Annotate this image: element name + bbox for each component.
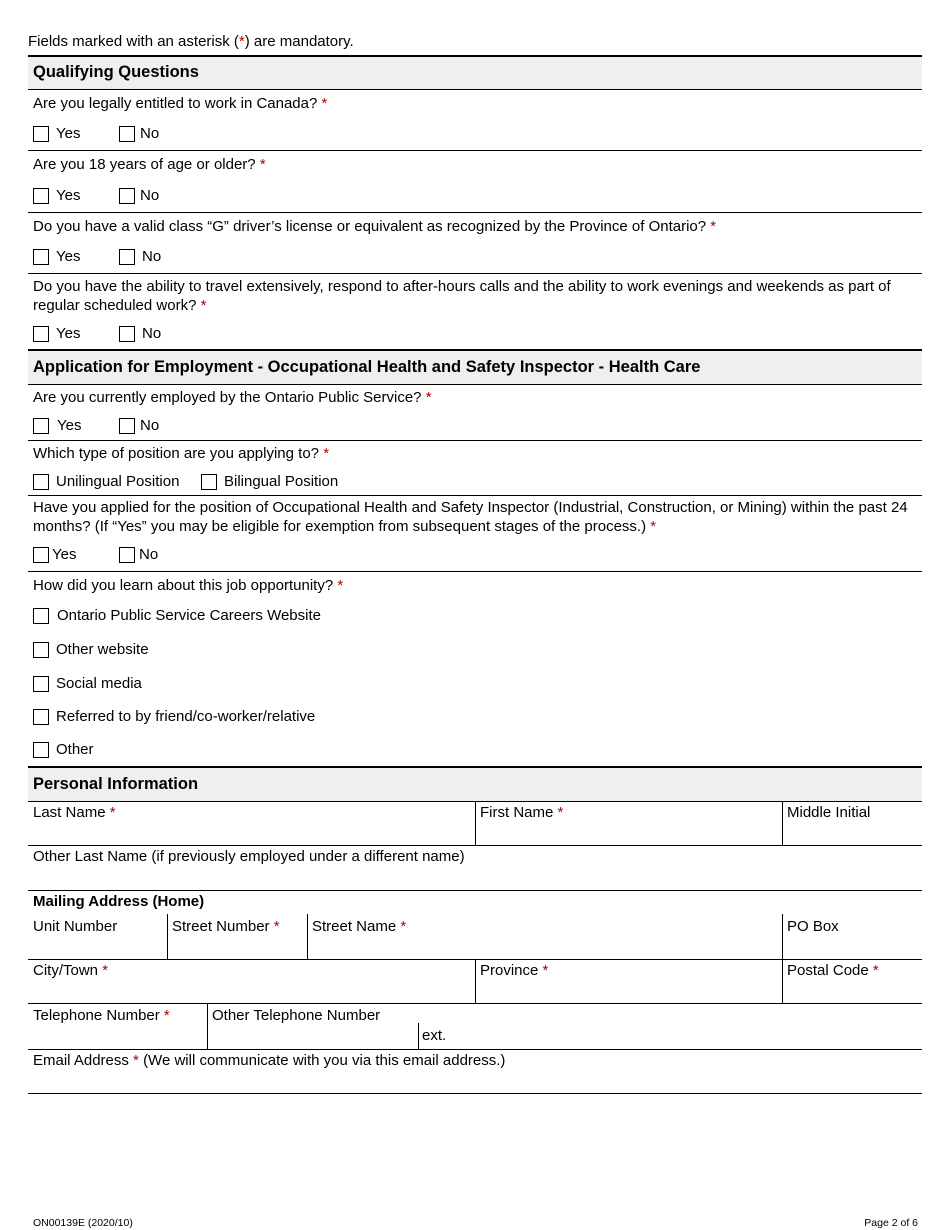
mailing-address-heading: Mailing Address (Home) [33, 893, 205, 910]
checkbox-bilingual[interactable] [201, 474, 217, 490]
checkbox-source-referral[interactable] [33, 709, 49, 725]
divider [28, 349, 922, 351]
section-title-qualifying: Qualifying Questions [33, 63, 199, 81]
checkbox-q3-yes[interactable] [33, 249, 49, 265]
other-last-name-label: Other Last Name (if previously employed under a different name) [33, 848, 465, 865]
option-label: Other website [56, 641, 149, 658]
question-position-type: Which type of position are you applying to? * [33, 445, 330, 462]
divider [782, 959, 783, 1004]
option-label: Bilingual Position [224, 473, 339, 490]
checkbox-source-other-website[interactable] [33, 642, 49, 658]
divider [782, 914, 783, 960]
question-ops-employee: Are you currently employed by the Ontario Public Service? * [33, 389, 432, 406]
mandatory-note: Fields marked with an asterisk (*) are mandatory. [28, 33, 354, 50]
divider [28, 766, 922, 768]
checkbox-q2-yes[interactable] [33, 188, 49, 204]
checkbox-q1-no[interactable] [119, 126, 135, 142]
checkbox-q4-no[interactable] [119, 326, 135, 342]
divider [418, 1023, 419, 1049]
divider [207, 1003, 208, 1049]
option-label: No [142, 248, 162, 265]
middle-initial-label: Middle Initial [787, 804, 871, 821]
last-name-label: Last Name * [33, 804, 116, 821]
option-label: No [142, 325, 162, 342]
divider [475, 801, 476, 846]
question-previous-application: Have you applied for the position of Occupational Health and Safety Inspector (Industrial, Construction, or Mining) within the past 24 months? (If “Yes” you may be eligible for exemption from subsequent stages of the process.) * [33, 499, 908, 535]
checkbox-q3-no[interactable] [119, 249, 135, 265]
city-label: City/Town * [33, 962, 109, 979]
question-age: Are you 18 years of age or older? * [33, 156, 266, 173]
divider [28, 55, 922, 57]
checkbox-unilingual[interactable] [33, 474, 49, 490]
street-number-label: Street Number * [172, 918, 280, 935]
divider [28, 495, 922, 496]
divider [307, 914, 308, 960]
option-label: Yes [56, 125, 81, 142]
divider [28, 571, 922, 572]
checkbox-q5-yes[interactable] [33, 418, 49, 434]
unit-number-label: Unit Number [33, 918, 118, 935]
other-telephone-label: Other Telephone Number [212, 1007, 381, 1024]
checkbox-source-social-media[interactable] [33, 676, 49, 692]
checkbox-q5-no[interactable] [119, 418, 135, 434]
ext-label: ext. [422, 1027, 447, 1044]
option-label: Ontario Public Service Careers Website [57, 607, 321, 624]
postal-code-label: Postal Code * [787, 962, 879, 979]
option-label: Yes [56, 248, 81, 265]
option-label: Social media [56, 675, 142, 692]
question-job-source: How did you learn about this job opportunity? * [33, 577, 344, 594]
checkbox-source-other[interactable] [33, 742, 49, 758]
question-travel-availability: Do you have the ability to travel extensively, respond to after-hours calls and the ability to work evenings and weekends as part of regular scheduled work? * [33, 278, 891, 314]
section-title-application: Application for Employment - Occupational Health and Safety Inspector - Health Care [33, 358, 701, 376]
option-label: Yes [56, 187, 81, 204]
divider [167, 914, 168, 960]
checkbox-source-ops-website[interactable] [33, 608, 49, 624]
checkbox-q1-yes[interactable] [33, 126, 49, 142]
telephone-label: Telephone Number * [33, 1007, 170, 1024]
divider [28, 384, 922, 385]
option-label: Referred to by friend/co-worker/relative [56, 708, 316, 725]
province-label: Province * [480, 962, 549, 979]
divider [28, 212, 922, 213]
divider [28, 273, 922, 274]
divider [475, 959, 476, 1004]
option-label: No [140, 125, 160, 142]
option-label: No [140, 417, 160, 434]
section-title-personal: Personal Information [33, 775, 199, 793]
divider [782, 801, 783, 846]
first-name-label: First Name * [480, 804, 564, 821]
option-label: No [139, 546, 159, 563]
checkbox-q4-yes[interactable] [33, 326, 49, 342]
question-work-eligibility: Are you legally entitled to work in Canada? * [33, 95, 328, 112]
extension-field[interactable] [419, 1024, 922, 1048]
checkbox-q2-no[interactable] [119, 188, 135, 204]
email-label: Email Address * (We will communicate with you via this email address.) [33, 1052, 506, 1069]
checkbox-q7-yes[interactable] [33, 547, 49, 563]
option-label: Yes [52, 546, 77, 563]
divider [28, 890, 922, 891]
checkbox-q7-no[interactable] [119, 547, 135, 563]
option-label: Unilingual Position [56, 473, 180, 490]
po-box-label: PO Box [787, 918, 839, 935]
page-number: Page 2 of 6 [864, 1217, 918, 1229]
option-label: Yes [56, 325, 81, 342]
divider [28, 1093, 922, 1094]
question-drivers-license: Do you have a valid class “G” driver’s license or equivalent as recognized by the Province of Ontario? * [33, 218, 717, 235]
option-label: Other [56, 741, 94, 758]
form-id: ON00139E (2020/10) [33, 1217, 133, 1229]
divider [28, 440, 922, 441]
divider [28, 150, 922, 151]
divider [28, 89, 922, 90]
option-label: No [140, 187, 160, 204]
street-name-label: Street Name * [312, 918, 407, 935]
option-label: Yes [57, 417, 82, 434]
